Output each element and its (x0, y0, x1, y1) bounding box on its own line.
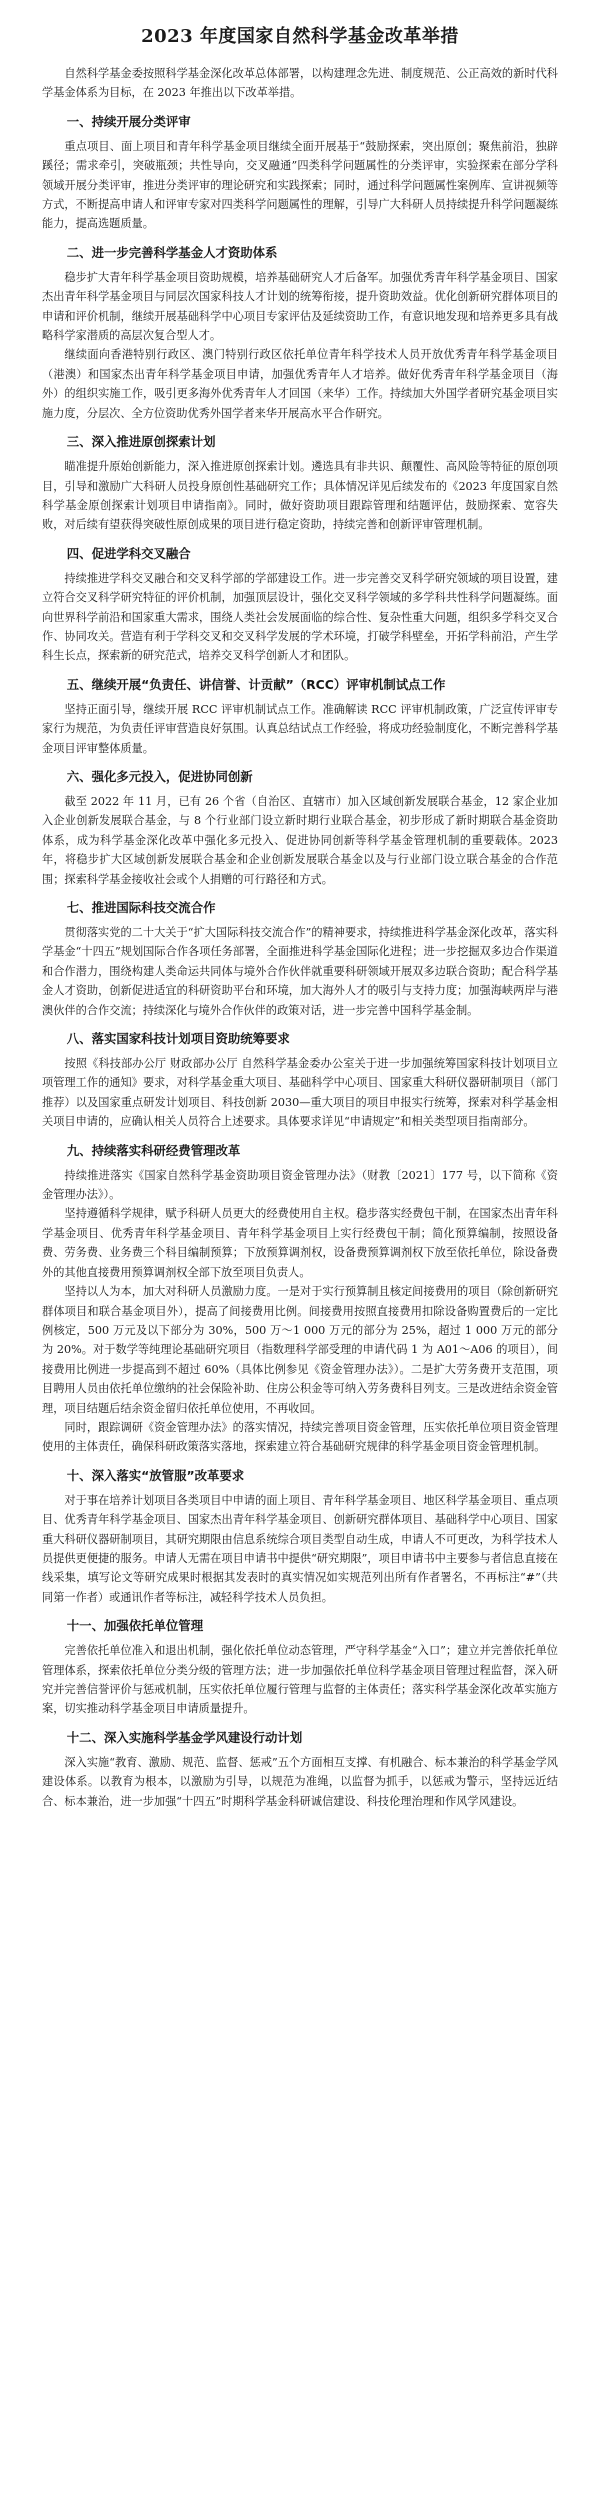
section-paragraph: 重点项目、面上项目和青年科学基金项目继续全面开展基于“鼓励探索，突出原创；聚焦前沿，独辟蹊径；需求牵引，突破瓶颈；共性导向，交叉融通”四类科学问题属性的分类评审，实验探索在部分学科领域开展分类评审，推进分类评审的理论研究和实践探索；同时，通过科学问题属性案例库、宣讲视频等方式，不断提高申请人和评审专家对四类科学问题属性的理解，引导广大科研人员持续提升科学问题凝练能力，提高选题质量。 (42, 139, 558, 231)
document-section (42, 544, 558, 666)
section-heading: 一、持续开展分类评审 (66, 113, 191, 129)
document-title: 2023 年度国家自然科学基金改革举措 (141, 26, 459, 47)
document-section (42, 1728, 558, 1811)
sections-container (42, 112, 558, 1811)
section-paragraph: 持续推进落实《国家自然科学基金资助项目资金管理办法》（财教〔2021〕177 号，以下简称《资金管理办法》）。 (42, 1168, 558, 1202)
section-heading: 三、深入推进原创探索计划 (66, 434, 216, 450)
section-paragraph: 截至 2022 年 11 月，已有 26 个省（自治区、直辖市）加入区域创新发展联合基金，12 家企业加入企业创新发展联合基金，与 8 个行业部门设立新时期行业联合基金，初步形成了新时期联合基金资助体系，成为科学基金深化改革中强化多元投入、促进协同创新等科学基金管理机制的重要载体。2023 年，将稳步扩大区域创新发展联合基金和企业创新发展联合基金以及与行业部门设立联合基金的合作范围；探索科学基金接收社会或个人捐赠的可行路径和方式。 (42, 794, 558, 886)
section-paragraph: 瞄准提升原始创新能力，深入推进原创探索计划。遴选具有非共识、颠覆性、高风险等特征的原创项目，引导和激励广大科研人员投身原创性基础研究工作；具体情况详见后续发布的《2023 年度国家自然科学基金原创探索计划项目申请指南》。同时，做好资助项目跟踪管理和结题评估，鼓励探索、宽容失败，对后续有望获得突破性原创成果的项目进行稳定资助，持续完善和创新评审管理机制。 (42, 460, 558, 532)
document-section (42, 1616, 558, 1719)
section-paragraph: 同时，跟踪调研《资金管理办法》的落实情况，持续完善项目资金管理，压实依托单位项目资金管理使用的主体责任，确保科研政策落实落地，探索建立符合基础研究规律的科学基金项目资金管理机制。 (42, 1420, 558, 1454)
section-paragraph: 对于事在培养计划项目各类项目中申请的面上项目、青年科学基金项目、地区科学基金项目、重点项目、优秀青年科学基金项目、国家杰出青年科学基金项目、创新研究群体项目、基础科学中心项目、国家重大科研仪器研制项目，其研究期限由信息系统综合项目类型自动生成，申请人不可更改，为科学技术人员提供更便捷的服务。申请人无需在项目申请书中提供“研究期限”，项目申请书中主要参与者信息直接在线采集，填写论文等研究成果时根据其发表时的真实情况如实规范列出所有作者署名，不再标注“#”（共同第一作者）或通讯作者等标注，减轻科学技术人员负担。 (42, 1493, 558, 1604)
section-paragraph: 稳步扩大青年科学基金项目资助规模，培养基础研究人才后备军。加强优秀青年科学基金项目、国家杰出青年科学基金项目与同层次国家科技人才计划的统筹衔接，提升资助效益。优化创新研究群体项目的申请和评价机制，继续开展基础科学中心项目专家评估及延续资助工作，有意识地发现和培养更多具有战略科学家潜质的高层次复合型人才。 (42, 270, 558, 343)
section-heading: 九、持续落实科研经费管理改革 (66, 1142, 241, 1158)
document-section (42, 1029, 558, 1132)
document-section (42, 767, 558, 889)
section-heading: 五、继续开展“负责任、讲信誉、计贡献”（RCC）评审机制试点工作 (66, 676, 446, 692)
section-paragraph: 完善依托单位准入和退出机制，强化依托单位动态管理，严守科学基金“入口”；建立并完善依托单位管理体系，探索依托单位分类分级的管理方法；进一步加强依托单位科学基金项目管理过程监督，深入研究并完善信誉评价与惩戒机制，压实依托单位履行管理与监督的主体责任；落实科学基金深化改革实施方案，切实推动科学基金项目申请质量提升。 (42, 1644, 558, 1716)
section-paragraph: 坚持以人为本，加大对科研人员激励力度。一是对于实行预算制且核定间接费用的项目（除创新研究群体项目和联合基金项目外），提高了间接费用比例。间接费用按照直接费用扣除设备购置费后的一定比例核定，500 万元及以下部分为 30%，500 万～1 000 万元的部分为 25%，超过 1 000 万元的部分为 20%。对于数学等纯理论基础研究项目（指数理科学部受理的申请代码 1 为 A01～A06 的项目），间接费用比例进一步提高到不超过 60%（具体比例参见《资金管理办法》）。二是扩大劳务费开支范围，项目聘用人员由依托单位缴纳的社会保险补助、住房公积金等可纳入劳务费科目列支。三是改进结余资金管理，项目结题后结余资金留归依托单位使用，不再收回。 (42, 1285, 558, 1415)
section-paragraph: 持续推进学科交叉融合和交叉科学部的学部建设工作。进一步完善交叉科学研究领域的项目设置，建立符合交叉科学研究特征的评价机制，加强顶层设计，强化交叉科学领域的多学科共性科学问题凝练。面向世界科学前沿和国家重大需求，围绕人类社会发展面临的综合性、复杂性重大问题，组织多学科交叉合作、协同攻关。营造有利于学科交叉和交叉科学发展的学术环境，打破学科壁垒，开拓学科前沿，产生学科生长点，探索新的研究范式，培养交叉科学创新人才和团队。 (42, 571, 558, 663)
section-heading: 七、推进国际科技交流合作 (66, 900, 216, 915)
document-section (42, 1141, 558, 1457)
section-paragraph: 贯彻落实党的二十大关于“扩大国际科技交流合作”的精神要求，持续推进科学基金深化改革，落实科学基金“十四五”规划国际合作各项任务部署，全面推进科学基金国际化进程；进一步挖掘双多边合作渠道和合作潜力，围绕构建人类命运共同体与境外合作伙伴就重要科研领域开展双多边联合资助；配合科学基金人才资助，创新促进适宜的科研资助平台和环境，加大海外人才的吸引与支持力度；加强海峡两岸与港澳伙伴的合作交流；持续深化与境外合作伙伴的政策对话，进一步完善中国科学基金制。 (42, 926, 558, 1017)
document-section (42, 243, 558, 423)
document-section (42, 112, 558, 234)
document-section (42, 675, 558, 758)
section-paragraph: 深入实施“教育、激励、规范、监督、惩戒”五个方面相互支撑、有机融合、标本兼治的科学基金学风建设体系。以教育为根本，以激励为引导，以规范为准绳，以监督为抓手，以惩戒为警示，坚持远近结合、标本兼治，进一步加强“十四五”时期科学基金科研诚信建设、科技伦理治理和作风学风建设。 (42, 1755, 558, 1808)
document-section (42, 1466, 558, 1607)
section-paragraph: 坚持遵循科学规律，赋予科研人员更大的经费使用自主权。稳步落实经费包干制，在国家杰出青年科学基金项目、优秀青年科学基金项目、青年科学基金项目上实行经费包干制；简化预算编制，按照设备费、劳务费、业务费三个科目编制预算；下放预算调剂权，设备费预算调剂权下放至依托单位，除设备费外的其他直接费用预算调剂权全部下放至项目负责人。 (42, 1207, 558, 1279)
section-heading: 六、强化多元投入，促进协同创新 (66, 768, 253, 784)
section-heading: 四、促进学科交叉融合 (66, 545, 191, 561)
section-paragraph: 继续面向香港特别行政区、澳门特别行政区依托单位青年科学技术人员开放优秀青年科学基金项目（港澳）和国家杰出青年科学基金项目申请，加强优秀青年人才培养。做好优秀青年科学基金项目（海外）的组织实施工作，吸引更多海外优秀青年人才回国（来华）工作。持续加大外国学者研究基金项目实施力度，分层次、全方位资助优秀外国学者来华开展高水平合作研究。 (42, 348, 558, 420)
intro-paragraph: 自然科学基金委按照科学基金深化改革总体部署，以构建理念先进、制度规范、公正高效的新时代科学基金体系为目标，在 2023 年推出以下改革举措。 (42, 67, 558, 100)
section-paragraph: 坚持正面引导，继续开展 RCC 评审机制试点工作。准确解读 RCC 评审机制政策，广泛宣传评审专家行为规范，为负责任评审营造良好氛围。认真总结试点工作经验，将成功经验制度化，不断完善科学基金项目评审整体质量。 (42, 702, 558, 755)
section-heading: 十一、加强依托单位管理 (66, 1618, 204, 1634)
section-heading: 十、深入落实“放管服”改革要求 (66, 1467, 245, 1483)
document-section (42, 898, 558, 1020)
section-heading: 二、进一步完善科学基金人才资助体系 (66, 244, 278, 260)
section-heading: 十二、深入实施科学基金学风建设行动计划 (66, 1729, 303, 1745)
section-heading: 八、落实国家科技计划项目资助统筹要求 (66, 1031, 290, 1047)
document-section (42, 432, 558, 535)
section-paragraph: 按照《科技部办公厅 财政部办公厅 自然科学基金委办公室关于进一步加强统筹国家科技计划项目立项管理工作的通知》要求，对科学基金重大项目、基础科学中心项目、国家重大科研仪器研制项目（部门推荐）以及国家重点研发计划项目、科技创新 2030—重大项目的项目申报实行统筹，探索对科学基金相关项目申请的，应确认相关人员符合上述要求。具体要求详见“申请规定”和相关类型项目指南部分。 (42, 1057, 558, 1129)
